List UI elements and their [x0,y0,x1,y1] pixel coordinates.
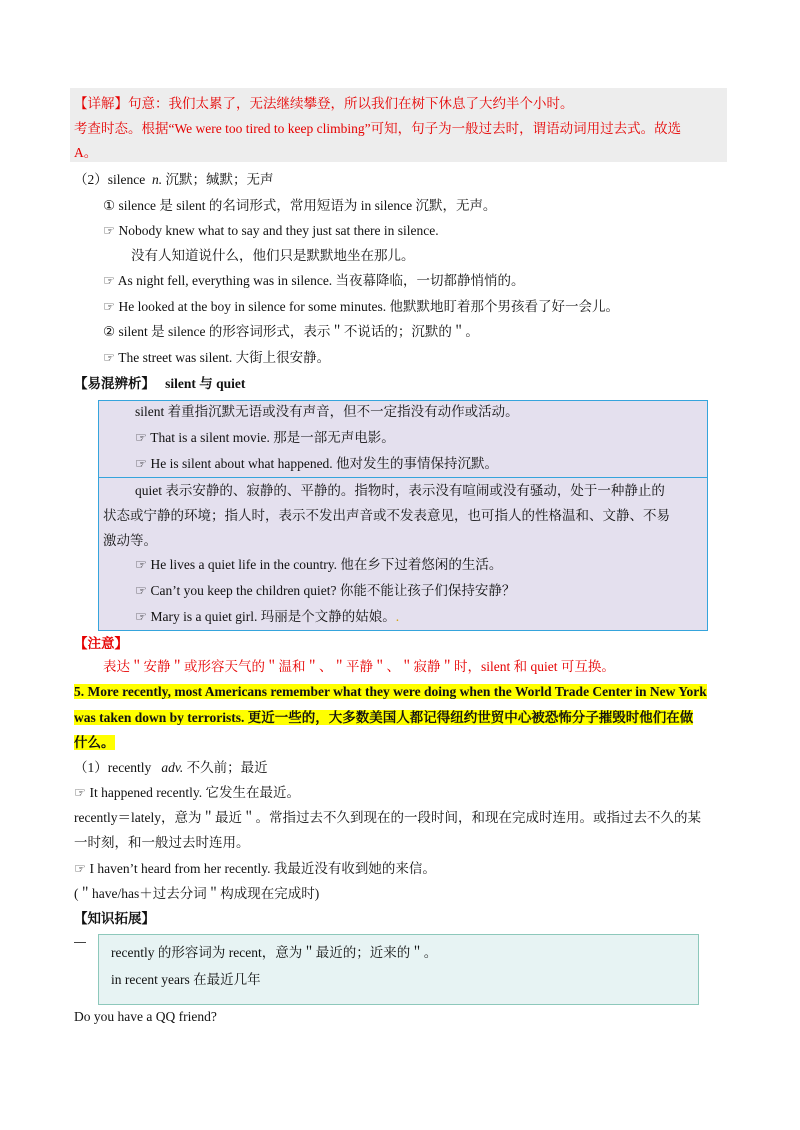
silence-pos: n. [151,172,163,187]
notice-label: 【注意】 [74,636,128,651]
quiet-description-1: quiet 表示安静的、寂静的、平静的。指物时，表示没有喧闹或没有骚动，处于一种静止的 [135,483,665,498]
silence-example-4: ☞ The street was silent. 大街上很安静。 [103,350,331,365]
recently-example-1: ☞ It happened recently. 它发生在最近。 [74,785,301,800]
silent-example-1: ☞ That is a silent movie. 那是一部无声电影。 [135,430,395,445]
sentence-5-line-2 [74,707,693,729]
silence-heading [74,169,273,191]
notice-text: 表达＂安静＂或形容天气的＂温和＂、＂平静＂、＂寂静＂时，silent 和 quiet 可互换。 [103,659,615,674]
confusion-box-divider [99,477,707,478]
confusion-title: silent 与 quiet [165,376,246,391]
recently-description-2: 一时刻，和一般过去时连用。 [74,835,250,850]
quiet-description-2: 状态或宁静的环境；指人时，表示不发出声音或不发表意见，也可指人的性格温和、文静、不易 [103,508,670,523]
recently-heading-word: （1）recently [74,760,152,775]
recently-grammar-note: (＂have/has＋过去分词＂构成现在完成时) [74,886,320,901]
quiet-example-3-text: ☞ Mary is a quiet girl. 玛丽是个文静的姑娘。 [135,609,396,624]
footer-question: Do you have a QQ friend? [74,1009,217,1024]
recently-pos: adv. [161,760,184,775]
explanation-line-3: A。 [74,145,98,160]
confusion-heading [74,373,245,395]
recently-heading [74,757,268,779]
quiet-example-3 [135,606,399,628]
recently-description-1: recently＝lately，意为＂最近＂。常指过去不久到现在的一段时间，和现在完成时连用。或指过去不久的某 [74,810,701,825]
explanation-line-1: 【详解】句意：我们太累了，无法继续攀登，所以我们在树下休息了大约半个小时。 [74,96,574,111]
explanation-line-2: 考查时态。根据“We were too tired to keep climbing”可知，句子为一般过去时，谓语动词用过去式。故选 [74,121,682,136]
extension-line-2: in recent years 在最近几年 [111,972,261,987]
sentence-5-line-2-text: was taken down by terrorists. 更近一些的，大多数美国人都记得纽约世贸中心被恐怖分子摧毁时他们在做 [74,710,694,725]
sentence-5-line-1 [74,681,707,703]
silence-heading-word: （2）silence [74,172,146,187]
recently-example-2: ☞ I haven’t heard from her recently. 我最近没有收到她的来信。 [74,861,436,876]
sentence-5-line-1-text: 5. More recently, most Americans remember what they were doing when the World Trade Center in New York [74,684,707,699]
recently-meaning: 不久前；最近 [186,760,268,775]
silence-example-3: ☞ He looked at the boy in silence for some minutes. 他默默地盯着那个男孩看了好一会儿。 [103,299,620,314]
quiet-example-1: ☞ He lives a quiet life in the country. 他在乡下过着悠闲的生活。 [135,557,503,572]
extension-line-1: recently 的形容词为 recent，意为＂最近的；近来的＂。 [111,945,438,960]
silent-example-2: ☞ He is silent about what happened. 他对发生的事情保持沉默。 [135,456,499,471]
extension-label: 【知识拓展】 [74,911,155,926]
quiet-description-3: 激动等。 [103,533,157,548]
silence-meaning: 沉默；缄默；无声 [165,172,274,187]
silence-note-1: ① silence 是 silent 的名词形式，常用短语为 in silence 沉默，无声。 [103,198,497,213]
silent-description: silent 着重指沉默无语或没有声音，但不一定指没有动作或活动。 [135,404,519,419]
silence-example-1: ☞ Nobody knew what to say and they just sat there in silence. [103,223,439,238]
silence-note-2: ② silent 是 silence 的形容词形式，表示＂不说话的；沉默的＂。 [103,324,479,339]
confusion-label: 【易混辨析】 [74,376,155,391]
silence-example-2: ☞ As night fell, everything was in silence. 当夜幕降临，一切都静悄悄的。 [103,273,525,288]
extension-dash [74,942,86,943]
sentence-5-line-3-text: 什么。 [74,735,115,750]
silence-example-1-translation: 没有人知道说什么，他们只是默默地坐在那儿。 [131,248,415,263]
sentence-5-line-3 [74,732,115,754]
quiet-example-3-dot: . [395,609,400,624]
quiet-example-2: ☞ Can’t you keep the children quiet? 你能不能让孩子们保持安静？ [135,583,516,598]
